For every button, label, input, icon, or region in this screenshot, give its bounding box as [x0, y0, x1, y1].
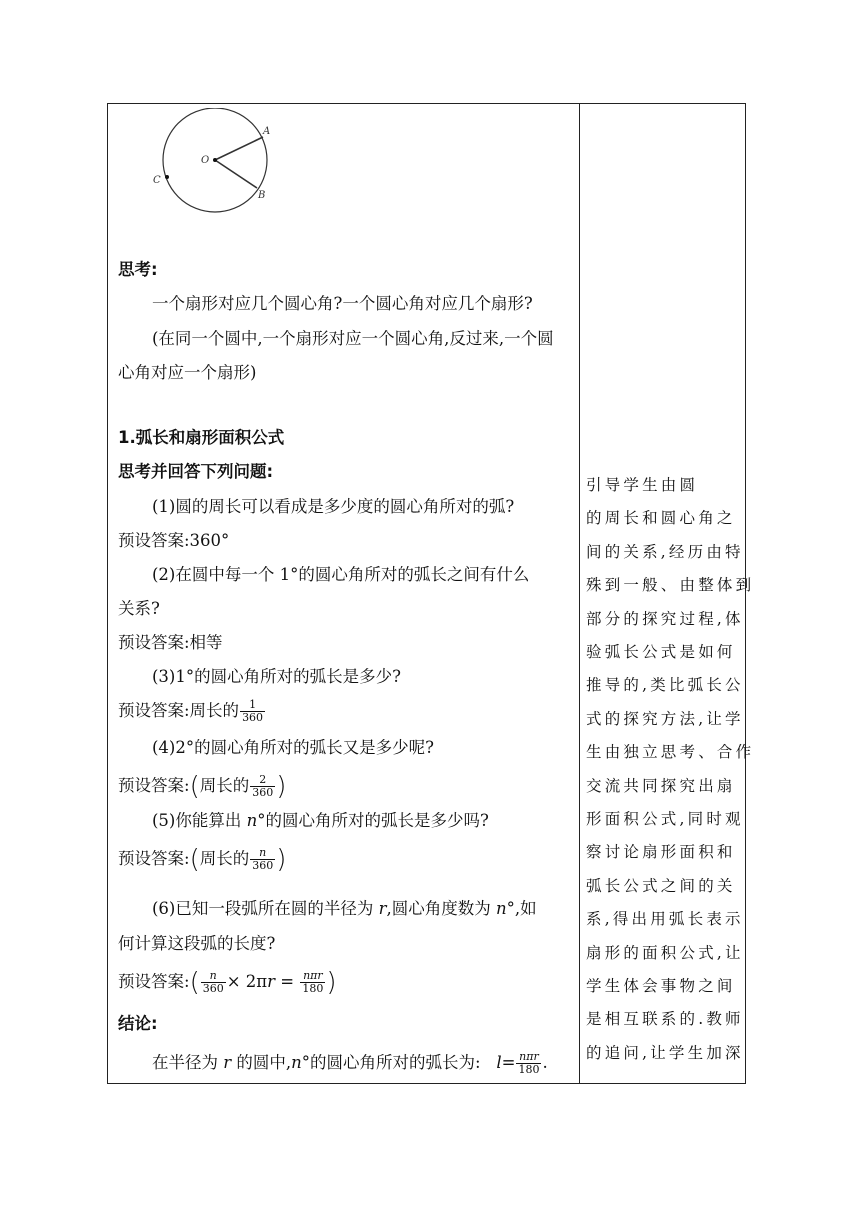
- note-line: 的周长和圆心角之: [586, 509, 736, 528]
- note-line: 交流共同探究出扇: [586, 776, 736, 795]
- fraction-arc-length: $\frac{\text{nπr}}{180}$: [518, 1050, 540, 1076]
- conclusion-text: 在半径为 r 的圆中,n°的圆心角所对的弧长为: l= $\frac{\text{nπr}}{180}$ .: [152, 1050, 548, 1076]
- note-line: 是相互联系的.教师: [586, 1010, 744, 1029]
- answer-3: 预设答案:周长的 $\frac{1}{360}$: [118, 698, 264, 724]
- note-line: 的追问,让学生加深: [586, 1043, 744, 1062]
- column-divider: [579, 103, 580, 1084]
- question-6-line-2: 何计算这段弧的长度?: [118, 934, 276, 953]
- note-line: 扇形的面积公式,让: [586, 943, 744, 962]
- fraction-n-360: $\frac{n}{360}$: [252, 846, 274, 872]
- answer-5: 预设答案:(周长的 $\frac{n}{360}$ ): [118, 844, 287, 875]
- label-c: C: [153, 175, 161, 186]
- question-3: (3)1°的圆心角所对的弧长是多少?: [152, 667, 401, 686]
- answer-6: 预设答案:( $\frac{n}{360}$ × 2πr = $\frac{\text{nπr}}{180}$ ): [118, 967, 337, 998]
- label-b: B: [258, 190, 266, 201]
- note-line: 间的关系,经历由特: [586, 542, 744, 561]
- note-line: 学生体会事物之间: [586, 977, 736, 995]
- answer-2: 预设答案:相等: [118, 633, 223, 652]
- note-line: 推导的,类比弧长公: [586, 676, 744, 695]
- conclusion-title: 结论:: [118, 1014, 158, 1033]
- fraction-2-360: $\frac{2}{360}$: [252, 773, 274, 799]
- section-subtitle: 思考并回答下列问题:: [118, 462, 274, 481]
- note-line: 殊到一般、由整体到: [586, 576, 755, 595]
- think-answer-1: (在同一个圆中,一个扇形对应一个圆心角,反过来,一个圆: [152, 329, 554, 348]
- note-line: 验弧长公式是如何: [586, 643, 736, 661]
- think-title: 思考:: [118, 260, 158, 279]
- fraction-n-360-b: $\frac{n}{360}$: [202, 969, 224, 995]
- note-line: 式的探究方法,让学: [586, 709, 744, 728]
- note-line: 引导学生由圆: [586, 476, 699, 494]
- think-answer-2: 心角对应一个扇形): [118, 363, 257, 382]
- think-question: 一个扇形对应几个圆心角?一个圆心角对应几个扇形?: [152, 294, 533, 313]
- section-title: 1.弧长和扇形面积公式: [118, 428, 285, 447]
- question-5: (5)你能算出 n°的圆心角所对的弧长是多少吗?: [152, 811, 489, 830]
- label-a: A: [263, 126, 271, 137]
- answer-4: 预设答案:(周长的 $\frac{2}{360}$ ): [118, 771, 287, 802]
- fraction-npir-180: $\frac{\text{nπr}}{180}$: [302, 969, 324, 995]
- fraction-1-360: $\frac{1}{360}$: [242, 698, 264, 724]
- note-line: 弧长公式之间的关: [586, 876, 736, 895]
- note-line: 生由独立思考、合作: [586, 743, 755, 762]
- question-6-line-1: (6)已知一段弧所在圆的半径为 r,圆心角度数为 n°,如: [152, 899, 537, 918]
- question-1: (1)圆的周长可以看成是多少度的圆心角所对的弧?: [152, 497, 515, 516]
- label-o: O: [201, 155, 210, 166]
- note-line: 察讨论扇形面积和: [586, 843, 736, 862]
- question-2-line-1: (2)在圆中每一个 1°的圆心角所对的弧长之间有什么: [152, 565, 530, 584]
- note-line: 系,得出用弧长表示: [586, 910, 744, 929]
- answer-1: 预设答案:360°: [118, 531, 230, 550]
- left-column: [118, 103, 578, 1084]
- note-line: 部分的探究过程,体: [586, 609, 744, 628]
- note-line: 形面积公式,同时观: [586, 810, 744, 828]
- question-4: (4)2°的圆心角所对的弧长又是多少呢?: [152, 738, 434, 757]
- question-2-line-2: 关系?: [118, 599, 160, 618]
